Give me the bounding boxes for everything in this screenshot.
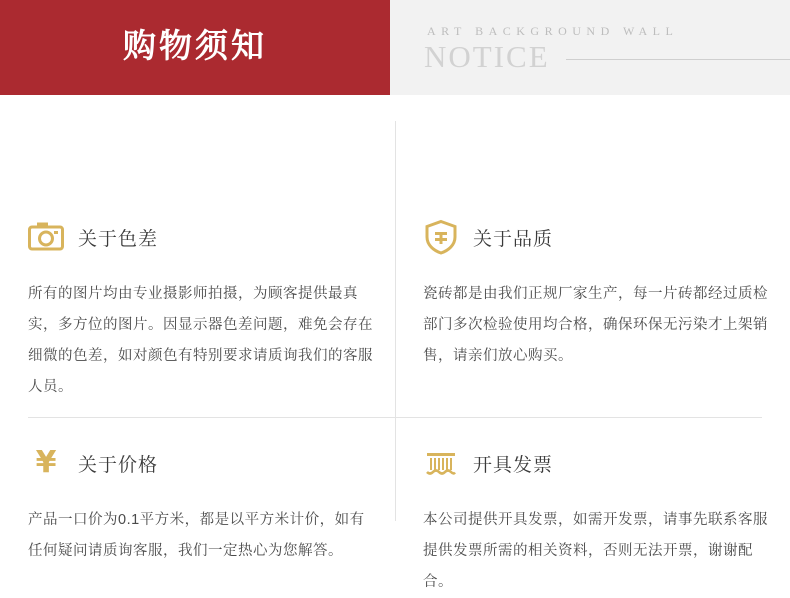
notice-section-invoice <box>423 443 790 598</box>
header-divider-line <box>566 59 790 60</box>
section-text: 所有的图片均由专业摄影师拍摄，为顾客提供最真实，多方位的图片。因显示器色差问题，难免会存在细微的色差，如对颜色有特别要求请质询我们的客服人员。 <box>28 286 373 395</box>
page-title: 购物须知 <box>123 27 267 64</box>
notice-section-color <box>28 217 396 403</box>
notice-section-quality <box>423 217 790 372</box>
section-header <box>28 443 396 483</box>
section-text: 本公司提供开具发票，如需开发票，请事先联系客服提供发票所需的相关资料，否则无法开票，谢谢配合。 <box>423 512 768 590</box>
header-right-panel <box>390 0 790 95</box>
grid-horizontal-divider <box>28 417 762 418</box>
section-title: 关于品质 <box>473 228 554 250</box>
notice-grid <box>0 95 790 590</box>
section-text: 产品一口价为0.1平方米，都是以平方米计价，如有任何疑问请质询客服，我们一定热心为您解答。 <box>28 512 365 559</box>
shield-quality-icon <box>423 219 459 255</box>
section-header <box>423 217 790 257</box>
yen-price-icon: ¥ <box>35 445 57 480</box>
section-title: 关于色差 <box>78 228 159 250</box>
camera-icon <box>28 219 64 255</box>
header-red-banner <box>0 0 390 95</box>
header-notice-row <box>424 38 790 74</box>
header-notice-en: NOTICE <box>424 38 550 74</box>
section-header <box>423 443 790 483</box>
invoice-icon <box>423 445 459 481</box>
page-header <box>0 0 790 95</box>
section-title: 关于价格 <box>78 454 159 476</box>
header-subtitle-en: ART BACKGROUND WALL <box>427 23 679 38</box>
section-title: 开具发票 <box>473 454 554 476</box>
section-text: 瓷砖都是由我们正规厂家生产，每一片砖都经过质检部门多次检验使用均合格，确保环保无污染才上架销售，请亲们放心购买。 <box>423 286 768 364</box>
section-header <box>28 217 396 257</box>
notice-section-price <box>28 443 396 567</box>
